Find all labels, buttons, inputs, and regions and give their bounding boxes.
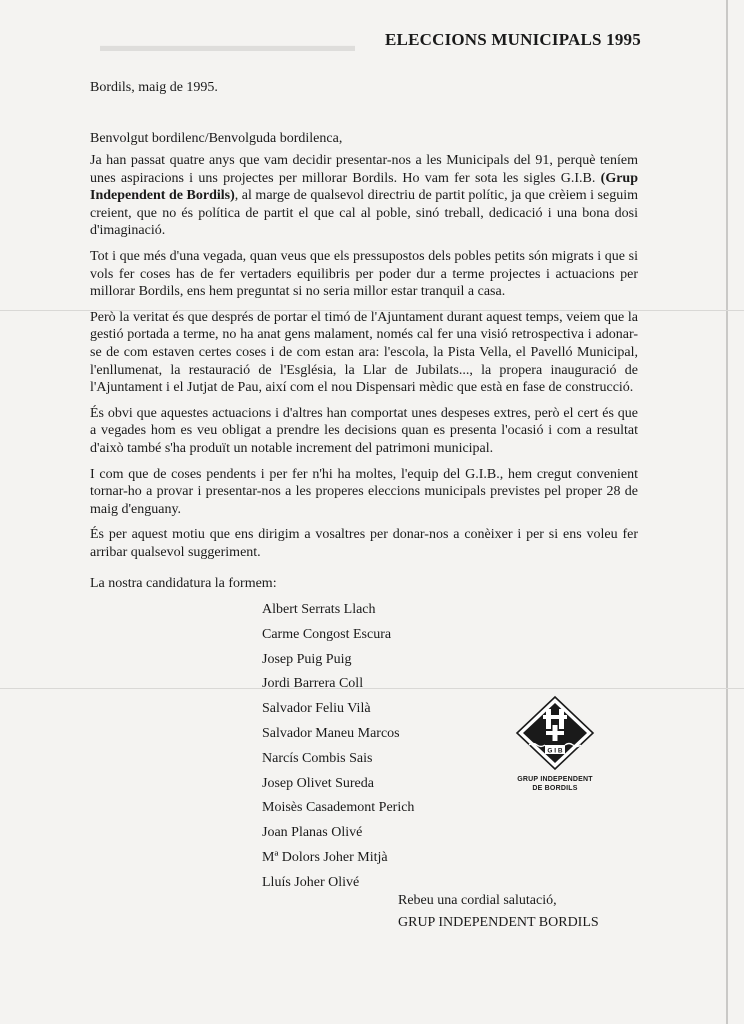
greeting: Benvolgut bordilenc/Benvolguda bordilenca, [90, 131, 343, 146]
paragraph-2: Tot i que més d'una vegada, quan veus que els pressupostos dels pobles petits són migrats i que si vols fer coses has de fer vertaders equilibris per poder dur a terme projectes i actuacions per millorar Bordils, ens hem preguntat si no seria millor estar tranquil a casa. [90, 248, 638, 300]
candidate-name: Joan Planas Olivé [262, 825, 363, 841]
paragraph-1: Ja han passat quatre anys que vam decidir presentar-nos a les Municipals del 91, perquè teníem unes aspiracions i uns projectes per millorar Bordils. Ho vam fer sota les sigles G.I.B. (Grup Independent de Bordils), al marge de qualsevol directriu de partit polític, ja que crèiem i seguim creient, que no és política de partit el que cal al poble, sinó treball, dedicació i una bona dosi d'imaginació. [90, 153, 639, 239]
paragraph-3: Però la veritat és que després de portar el timó de l'Ajuntament durant aquest temps, veiem que la gestió portada a terme, no ha anat gens malament, només cal fer una visió retrospectiva i adonar-se de com estaven certes coses i de com estan ara: l'escola, la Pista Vella, el Pavelló Municipal, l'enllumenat, la restauració de l'Església, la Llar de Jubilats..., la propera inauguració de l'Ajuntament i el Jutjat de Pau, així com el nou Dispensari mèdic que està en fase de construcció. [90, 309, 638, 396]
gib-diamond-emblem-icon [515, 695, 595, 771]
candidate-name: Salvador Feliu Vilà [262, 701, 371, 717]
candidate-name: Narcís Combis Sais [262, 750, 373, 766]
letter-body [90, 152, 638, 569]
party-name-bold: (Grup Independent de Bordils) [90, 170, 638, 204]
paragraph-6: És per aquest motiu que ens dirigim a vosaltres per donar-nos a conèixer i per si ens voleu fer arribar qualsevol suggeriment. [90, 527, 638, 560]
candidate-name: Lluís Joher Olivé [262, 874, 360, 890]
candidates-intro: La nostra candidatura la formem: [90, 576, 277, 591]
logo-initials: G I B [547, 747, 563, 755]
closing-block [398, 890, 599, 934]
candidate-name: Josep Olivet Sureda [262, 775, 374, 791]
closing-salutation: Rebeu una cordial salutació, [398, 893, 557, 908]
paragraph-5: I com que de coses pendents i per fer n'hi ha moltes, l'equip del G.I.B., hem cregut convenient tornar-ho a provar i presentar-nos a les properes eleccions municipals previstes pel proper 28 de maig d'enguany. [90, 466, 638, 517]
paragraph-4: És obvi que aquestes actuacions i d'altres han comportat unes despeses extres, però el cert és que a vegades hom es veu obligat a prendre les decisions quan es presenta l'ocasió i com a resultat d'això també s'ha produït un notable increment del patrimoni municipal. [90, 405, 638, 456]
candidate-name: Jordi Barrera Coll [262, 676, 364, 692]
candidate-name: Albert Serrats Llach [262, 602, 376, 617]
candidate-name: Moisès Casademont Perich [262, 800, 415, 816]
candidate-name: Josep Puig Puig [262, 651, 352, 667]
candidates-list [262, 602, 414, 900]
logo-caption-line: DE BORDILS [532, 785, 578, 792]
candidate-name: Salvador Maneu Marcos [262, 725, 400, 741]
logo-caption-line: GRUP INDEPENDENT [517, 776, 593, 783]
party-logo [510, 695, 600, 793]
page-title: ELECCIONS MUNICIPALS 1995 [385, 30, 641, 49]
logo-caption [510, 775, 600, 793]
signature: GRUP INDEPENDENT BORDILS [398, 915, 599, 930]
candidate-name: Carme Congost Escura [262, 626, 392, 642]
place-date: Bordils, maig de 1995. [90, 80, 218, 95]
paper-edge [726, 0, 728, 1024]
candidate-name: Mª Dolors Joher Mitjà [262, 849, 388, 865]
bleed-through-mark: ▬▬▬▬▬▬▬▬▬▬▬▬▬▬▬ [100, 36, 355, 55]
